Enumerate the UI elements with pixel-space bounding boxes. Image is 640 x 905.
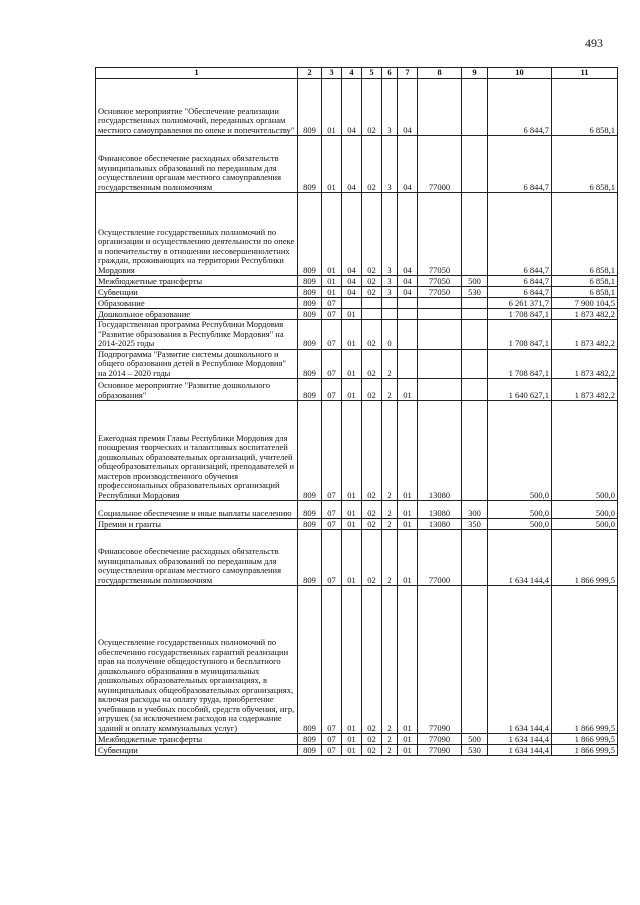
cell-c6: 3: [382, 136, 398, 193]
cell-c4: 04: [342, 136, 362, 193]
cell-c3: 07: [322, 530, 342, 586]
cell-c5: 02: [362, 401, 382, 501]
cell-c6: 2: [382, 379, 398, 401]
cell-c7: [398, 309, 418, 320]
cell-c5: [362, 298, 382, 309]
cell-c5: 02: [362, 745, 382, 756]
cell-c9: [462, 401, 488, 501]
cell-c9: [462, 309, 488, 320]
cell-c3: 07: [322, 519, 342, 530]
cell-c8: 77090: [418, 586, 462, 734]
cell-c6: 3: [382, 276, 398, 287]
cell-c11: 1 873 482,2: [552, 379, 618, 401]
cell-c5: 02: [362, 136, 382, 193]
cell-c4: 01: [342, 519, 362, 530]
cell-c5: 02: [362, 501, 382, 519]
cell-c9: 530: [462, 287, 488, 298]
col-header: 10: [488, 68, 552, 79]
page-number: 493: [585, 36, 603, 50]
cell-c3: 07: [322, 379, 342, 401]
table-row: [96, 287, 618, 298]
cell-c6: 0: [382, 320, 398, 350]
cell-c8: 77090: [418, 734, 462, 745]
cell-c8: 77050: [418, 193, 462, 276]
col-header: 3: [322, 68, 342, 79]
table-row: [96, 136, 618, 193]
cell-c5: 02: [362, 586, 382, 734]
row-name-cell: Межбюджетные трансферты: [96, 734, 298, 745]
cell-c9: 530: [462, 745, 488, 756]
row-name-cell: Межбюджетные трансферты: [96, 276, 298, 287]
cell-c4: 01: [342, 401, 362, 501]
cell-c8: [418, 298, 462, 309]
table-row: [96, 298, 618, 309]
cell-c8: [418, 79, 462, 136]
table-row: [96, 349, 618, 379]
cell-c6: 2: [382, 734, 398, 745]
cell-c5: 02: [362, 349, 382, 379]
cell-c11: 1 866 999,5: [552, 530, 618, 586]
table-row: [96, 586, 618, 734]
cell-c2: 809: [298, 734, 322, 745]
row-name-cell: Финансовое обеспечение расходных обязательств муниципальных образований по переданным для осуществления органам местного самоуправления государственным полномочиям: [96, 136, 298, 193]
col-header: 4: [342, 68, 362, 79]
cell-c8: [418, 309, 462, 320]
cell-c3: 07: [322, 309, 342, 320]
cell-c6: 2: [382, 745, 398, 756]
cell-c9: 500: [462, 276, 488, 287]
cell-c6: 2: [382, 401, 398, 501]
cell-c8: 77000: [418, 136, 462, 193]
col-header: 9: [462, 68, 488, 79]
cell-c8: 77050: [418, 287, 462, 298]
cell-c3: 01: [322, 276, 342, 287]
row-name-cell: Дошкольное образование: [96, 309, 298, 320]
cell-c4: 01: [342, 379, 362, 401]
cell-c2: 809: [298, 79, 322, 136]
cell-c7: 04: [398, 79, 418, 136]
table-row: [96, 193, 618, 276]
cell-c3: 07: [322, 586, 342, 734]
cell-c9: [462, 298, 488, 309]
table-row: [96, 379, 618, 401]
table-row: [96, 276, 618, 287]
cell-c10: 6 261 371,7: [488, 298, 552, 309]
cell-c5: 02: [362, 379, 382, 401]
cell-c7: 04: [398, 193, 418, 276]
cell-c2: 809: [298, 136, 322, 193]
cell-c9: [462, 320, 488, 350]
cell-c3: 01: [322, 136, 342, 193]
cell-c7: 04: [398, 136, 418, 193]
cell-c4: 01: [342, 745, 362, 756]
cell-c6: 2: [382, 586, 398, 734]
cell-c4: 04: [342, 193, 362, 276]
cell-c11: 500,0: [552, 501, 618, 519]
cell-c7: 04: [398, 287, 418, 298]
cell-c6: 3: [382, 79, 398, 136]
cell-c8: [418, 320, 462, 350]
cell-c11: 1 866 999,5: [552, 745, 618, 756]
table-row: [96, 79, 618, 136]
cell-c10: 1 708 847,1: [488, 320, 552, 350]
cell-c9: [462, 530, 488, 586]
cell-c6: [382, 309, 398, 320]
table-row: [96, 734, 618, 745]
cell-c6: 2: [382, 519, 398, 530]
row-name-cell: Осуществление государственных полномочий по обеспечению государственных гарантий реализации прав на получение общедоступного и бесплатного дошкольного образования в муниципальных дошкольных образовательных организациях, в муниципальных общеобразовательных организациях, включая расходы на оплату труда, приобретение учебников и учебных пособий, средств обучения, игр, игрушек (за исключением расходов на содержание зданий и оплату коммунальных услуг): [96, 586, 298, 734]
cell-c2: 809: [298, 349, 322, 379]
cell-c11: 1 873 482,2: [552, 349, 618, 379]
cell-c6: [382, 298, 398, 309]
cell-c7: 01: [398, 734, 418, 745]
cell-c11: 500,0: [552, 519, 618, 530]
cell-c8: 77000: [418, 530, 462, 586]
cell-c11: 6 858,1: [552, 79, 618, 136]
table-row: [96, 745, 618, 756]
row-name-cell: Премии и гранты: [96, 519, 298, 530]
cell-c9: [462, 193, 488, 276]
cell-c8: 13080: [418, 401, 462, 501]
row-name-cell: Социальное обеспечение и иные выплаты населению: [96, 501, 298, 519]
cell-c11: 1 873 482,2: [552, 309, 618, 320]
cell-c2: 809: [298, 501, 322, 519]
cell-c2: 809: [298, 193, 322, 276]
cell-c5: 02: [362, 79, 382, 136]
col-header: 6: [382, 68, 398, 79]
row-name-cell: Финансовое обеспечение расходных обязательств муниципальных образований по переданным для осуществления органам местного самоуправления государственным полномочиям: [96, 530, 298, 586]
cell-c3: 01: [322, 193, 342, 276]
cell-c3: 07: [322, 734, 342, 745]
cell-c5: [362, 309, 382, 320]
cell-c9: [462, 79, 488, 136]
cell-c10: 6 844,7: [488, 79, 552, 136]
cell-c3: 07: [322, 501, 342, 519]
cell-c4: 04: [342, 287, 362, 298]
cell-c10: 1 640 627,1: [488, 379, 552, 401]
budget-table: [95, 67, 618, 756]
cell-c11: 1 866 999,5: [552, 586, 618, 734]
cell-c7: 01: [398, 586, 418, 734]
cell-c2: 809: [298, 287, 322, 298]
table-row: [96, 320, 618, 350]
cell-c10: 1 634 144,4: [488, 734, 552, 745]
table-row: [96, 501, 618, 519]
row-name-cell: Основное мероприятие "Развитие дошкольного образования": [96, 379, 298, 401]
cell-c2: 809: [298, 298, 322, 309]
cell-c9: 300: [462, 501, 488, 519]
cell-c2: 809: [298, 519, 322, 530]
col-header: 7: [398, 68, 418, 79]
cell-c7: [398, 298, 418, 309]
cell-c10: 1 708 847,1: [488, 309, 552, 320]
cell-c9: [462, 136, 488, 193]
cell-c2: 809: [298, 320, 322, 350]
row-name-cell: Субвенции: [96, 745, 298, 756]
cell-c9: 500: [462, 734, 488, 745]
row-name-cell: Подпрограмма "Развитие системы дошкольного и общего образования детей в Республике Мордовия" на 2014 – 2020 годы: [96, 349, 298, 379]
col-header: 1: [96, 68, 298, 79]
cell-c8: 13080: [418, 519, 462, 530]
cell-c4: 01: [342, 734, 362, 745]
cell-c11: 6 858,1: [552, 136, 618, 193]
cell-c9: 350: [462, 519, 488, 530]
table-row: [96, 519, 618, 530]
cell-c2: 809: [298, 276, 322, 287]
cell-c3: 07: [322, 298, 342, 309]
cell-c10: 6 844,7: [488, 193, 552, 276]
row-name-cell: Осуществление государственных полномочий по организации и осуществлению деятельности по опеке и попечительству в отношении несовершеннолетних граждан, проживающих на территории Республики Мордовия: [96, 193, 298, 276]
cell-c6: 2: [382, 349, 398, 379]
cell-c4: 04: [342, 276, 362, 287]
col-header: 2: [298, 68, 322, 79]
cell-c3: 01: [322, 79, 342, 136]
cell-c10: 6 844,7: [488, 276, 552, 287]
row-name-cell: Образование: [96, 298, 298, 309]
cell-c10: 500,0: [488, 519, 552, 530]
table-header-row: [96, 68, 618, 79]
cell-c4: 01: [342, 501, 362, 519]
cell-c6: 3: [382, 287, 398, 298]
row-name-cell: Государственная программа Республики Мордовия "Развитие образования в Республике Мордовия" на 2014-2025 годы: [96, 320, 298, 350]
cell-c4: 04: [342, 79, 362, 136]
cell-c5: 02: [362, 530, 382, 586]
row-name-cell: Ежегодная премия Главы Республики Мордовия для поощрения творческих и талантливых воспитателей дошкольных образовательных организаций, учителей общеобразовательных организаций, преподавателей и мастеров производственного обучения профессиональных образовательных организаций Республики Мордовия: [96, 401, 298, 501]
cell-c8: 77090: [418, 745, 462, 756]
cell-c7: 04: [398, 276, 418, 287]
cell-c6: 3: [382, 193, 398, 276]
cell-c2: 809: [298, 379, 322, 401]
cell-c5: 02: [362, 193, 382, 276]
cell-c8: 13080: [418, 501, 462, 519]
cell-c3: 07: [322, 745, 342, 756]
cell-c8: [418, 379, 462, 401]
cell-c7: 01: [398, 519, 418, 530]
cell-c11: 7 900 104,5: [552, 298, 618, 309]
col-header: 8: [418, 68, 462, 79]
col-header: 11: [552, 68, 618, 79]
cell-c2: 809: [298, 745, 322, 756]
cell-c6: 2: [382, 530, 398, 586]
row-name-cell: Субвенции: [96, 287, 298, 298]
cell-c5: 02: [362, 276, 382, 287]
cell-c9: [462, 349, 488, 379]
cell-c10: 6 844,7: [488, 287, 552, 298]
cell-c10: 1 634 144,4: [488, 530, 552, 586]
cell-c4: 01: [342, 586, 362, 734]
row-name-cell: Основное мероприятие "Обеспечение реализации государственных полномочий, переданных органам местного самоуправления по опеке и попечительству": [96, 79, 298, 136]
cell-c10: 500,0: [488, 501, 552, 519]
cell-c7: 01: [398, 501, 418, 519]
cell-c4: 01: [342, 530, 362, 586]
cell-c3: 07: [322, 401, 342, 501]
cell-c2: 809: [298, 530, 322, 586]
cell-c6: 2: [382, 501, 398, 519]
cell-c9: [462, 379, 488, 401]
cell-c7: 01: [398, 379, 418, 401]
table-row: [96, 309, 618, 320]
cell-c11: 500,0: [552, 401, 618, 501]
cell-c5: 02: [362, 287, 382, 298]
cell-c8: [418, 349, 462, 379]
cell-c11: 6 858,1: [552, 193, 618, 276]
cell-c5: 02: [362, 734, 382, 745]
table-row: [96, 401, 618, 501]
cell-c11: 6 858,1: [552, 287, 618, 298]
cell-c7: 01: [398, 530, 418, 586]
cell-c11: 1 873 482,2: [552, 320, 618, 350]
cell-c4: 01: [342, 309, 362, 320]
cell-c5: 02: [362, 320, 382, 350]
cell-c7: [398, 320, 418, 350]
cell-c2: 809: [298, 586, 322, 734]
cell-c2: 809: [298, 309, 322, 320]
cell-c4: [342, 298, 362, 309]
cell-c3: 07: [322, 349, 342, 379]
cell-c10: 1 634 144,4: [488, 745, 552, 756]
cell-c3: 07: [322, 320, 342, 350]
table-row: [96, 530, 618, 586]
cell-c10: 6 844,7: [488, 136, 552, 193]
cell-c3: 01: [322, 287, 342, 298]
cell-c11: 1 866 999,5: [552, 734, 618, 745]
cell-c7: 01: [398, 745, 418, 756]
cell-c4: 01: [342, 349, 362, 379]
cell-c10: 500,0: [488, 401, 552, 501]
cell-c11: 6 858,1: [552, 276, 618, 287]
cell-c7: [398, 349, 418, 379]
cell-c9: [462, 586, 488, 734]
cell-c4: 01: [342, 320, 362, 350]
cell-c2: 809: [298, 401, 322, 501]
cell-c7: 01: [398, 401, 418, 501]
cell-c8: 77050: [418, 276, 462, 287]
col-header: 5: [362, 68, 382, 79]
cell-c5: 02: [362, 519, 382, 530]
cell-c10: 1 708 847,1: [488, 349, 552, 379]
cell-c10: 1 634 144,4: [488, 586, 552, 734]
